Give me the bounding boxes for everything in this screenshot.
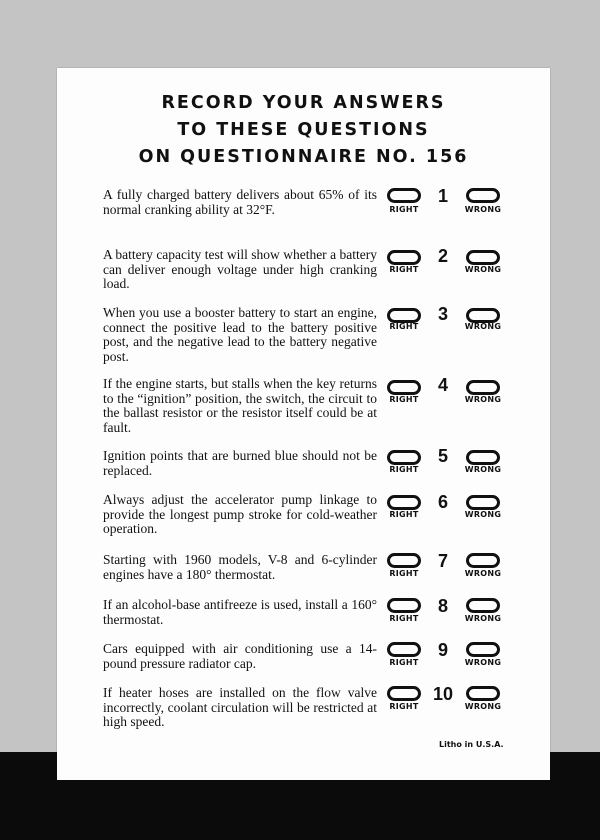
question-number: 8 [437, 596, 448, 616]
right-answer-oval[interactable] [387, 188, 421, 203]
wrong-label: WRONG [464, 322, 502, 331]
wrong-label: WRONG [464, 658, 502, 667]
wrong-label: WRONG [464, 614, 502, 623]
wrong-label: WRONG [464, 465, 502, 474]
question-number: 10 [432, 684, 454, 704]
question-text: If an alcohol-base antifreeze is used, install a 160° thermostat. [103, 597, 377, 627]
header-line-1: RECORD YOUR ANSWERS [161, 93, 446, 113]
wrong-answer-oval[interactable] [466, 250, 500, 265]
right-label: RIGHT [389, 510, 419, 519]
wrong-answer-oval[interactable] [466, 495, 500, 510]
right-answer-oval[interactable] [387, 308, 421, 323]
wrong-label: WRONG [464, 395, 502, 404]
wrong-answer-oval[interactable] [466, 188, 500, 203]
right-label: RIGHT [389, 658, 419, 667]
question-number: 3 [437, 304, 448, 324]
right-label: RIGHT [389, 614, 419, 623]
wrong-answer-oval[interactable] [466, 380, 500, 395]
wrong-answer-oval[interactable] [466, 553, 500, 568]
sheet-header [57, 90, 550, 171]
right-answer-oval[interactable] [387, 686, 421, 701]
question-number: 1 [437, 186, 448, 206]
question-text: Cars equipped with air conditioning use a 14-pound pressure radiator cap. [103, 641, 377, 671]
question-number: 4 [437, 375, 448, 395]
wrong-answer-oval[interactable] [466, 598, 500, 613]
right-answer-oval[interactable] [387, 495, 421, 510]
right-label: RIGHT [389, 569, 419, 578]
wrong-answer-oval[interactable] [466, 308, 500, 323]
question-text: A fully charged battery delivers about 65% of its normal cranking ability at 32°F. [103, 187, 377, 217]
question-number: 2 [437, 246, 448, 266]
right-answer-oval[interactable] [387, 380, 421, 395]
question-text: Starting with 1960 models, V-8 and 6-cylinder engines have a 180° thermostat. [103, 552, 377, 582]
question-text: If heater hoses are installed on the flow valve incorrectly, coolant circulation will be restricted at high speed. [103, 685, 377, 730]
wrong-label: WRONG [464, 702, 502, 711]
question-text: A battery capacity test will show whether a battery can deliver enough voltage under high cranking load. [103, 247, 377, 292]
wrong-label: WRONG [464, 569, 502, 578]
right-answer-oval[interactable] [387, 450, 421, 465]
question-number: 5 [437, 446, 448, 466]
question-number: 7 [437, 551, 448, 571]
right-answer-oval[interactable] [387, 598, 421, 613]
header-line-3: ON QUESTIONNAIRE NO. 156 [138, 147, 469, 167]
right-label: RIGHT [389, 395, 419, 404]
right-answer-oval[interactable] [387, 553, 421, 568]
header-line-2: TO THESE QUESTIONS [177, 120, 430, 140]
right-label: RIGHT [389, 265, 419, 274]
wrong-label: WRONG [464, 205, 502, 214]
right-label: RIGHT [389, 322, 419, 331]
right-label: RIGHT [389, 465, 419, 474]
wrong-answer-oval[interactable] [466, 642, 500, 657]
question-text: If the engine starts, but stalls when the key returns to the “ignition” position, the switch, the circuit to the ballast resistor or the resistor itself could be at fault. [103, 376, 377, 435]
wrong-answer-oval[interactable] [466, 450, 500, 465]
question-number: 6 [437, 492, 448, 512]
question-text: Always adjust the accelerator pump linkage to provide the longest pump stroke for cold-weather operation. [103, 492, 377, 537]
right-answer-oval[interactable] [387, 642, 421, 657]
answer-sheet [57, 68, 550, 780]
right-label: RIGHT [389, 205, 419, 214]
wrong-label: WRONG [464, 265, 502, 274]
question-number: 9 [437, 640, 448, 660]
wrong-label: WRONG [464, 510, 502, 519]
right-answer-oval[interactable] [387, 250, 421, 265]
printer-credit: Litho in U.S.A. [439, 740, 504, 749]
question-text: Ignition points that are burned blue should not be replaced. [103, 448, 377, 478]
question-text: When you use a booster battery to start an engine, connect the positive lead to the battery positive post, and the negative lead to the battery negative post. [103, 305, 377, 364]
right-label: RIGHT [389, 702, 419, 711]
wrong-answer-oval[interactable] [466, 686, 500, 701]
